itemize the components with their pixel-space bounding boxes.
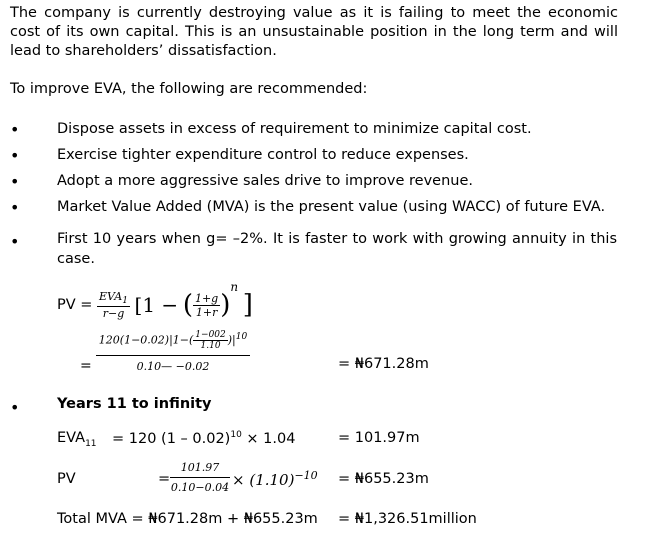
bracket-close: ] xyxy=(242,290,253,320)
recommend-heading: To improve EVA, the following are recommended: xyxy=(10,81,368,97)
calc1-numerator-end: )| xyxy=(227,333,236,347)
eva11-label-text: EVA xyxy=(57,430,86,446)
pv2-equals: = xyxy=(158,471,171,487)
pv2-discount xyxy=(232,469,318,489)
bracket-open: [1 − xyxy=(134,293,179,317)
pv2-denominator: 0.10−0.04 xyxy=(170,481,230,494)
eva11-expr-b: × 1.04 xyxy=(241,430,296,447)
pv2-label: PV xyxy=(57,471,76,487)
eva11-result: = 101.97m xyxy=(338,430,420,446)
calc1-result: = ₦671.28m xyxy=(338,356,429,372)
pv2-result: = ₦655.23m xyxy=(338,471,429,487)
eva-denominator: r−g xyxy=(102,307,125,321)
bullet-item-3: Adopt a more aggressive sales drive to improve revenue. xyxy=(57,173,473,189)
pv2-times: × (1.10) xyxy=(232,471,295,489)
pv2-exponent: −10 xyxy=(294,469,318,482)
intro-paragraph: The company is currently destroying value as it is failing to meet the economic cost of its own capital. This is an unsustainable position in the long term and will lead to shareholders’ dissatisfaction. xyxy=(10,5,618,59)
calc1-inner-numerator: 1−002 xyxy=(195,330,226,340)
pv2-numerator: 101.97 xyxy=(170,461,230,478)
calc1-exponent: 10 xyxy=(235,331,248,342)
calc1-denominator: 0.10— −0.02 xyxy=(136,360,210,373)
bullet-item-1: Dispose assets in excess of requirement to minimize capital cost. xyxy=(57,121,532,137)
bullet-dot: • xyxy=(10,120,20,139)
eva11-expr-a: = 120 (1 – 0.02) xyxy=(112,430,231,447)
pv-formula: PV = $\frac{EVA_1}{r-g}$ [1 − ( $\frac{1+g}{1+r}$ )$^n$ ] xyxy=(57,280,253,321)
bullet-item-4: Market Value Added (MVA) is the present value (using WACC) of future EVA. xyxy=(57,199,606,215)
eva11-expression xyxy=(112,430,295,447)
total-label: Total MVA = ₦671.28m + ₦655.23m xyxy=(57,511,318,527)
exponent-n: n xyxy=(230,280,239,294)
eva-fraction xyxy=(97,290,130,320)
years-heading: Years 11 to infinity xyxy=(57,396,212,412)
bullet-dot: • xyxy=(10,398,20,417)
bullet-dot: • xyxy=(10,146,20,165)
total-result: = ₦1,326.51million xyxy=(338,511,477,527)
calc1-fraction xyxy=(96,330,250,373)
calc1-inner-denominator: 1.10 xyxy=(200,341,221,351)
growth-numerator: 1+g xyxy=(194,291,219,305)
growth-fraction xyxy=(193,292,220,319)
eva11-label xyxy=(57,430,97,449)
eva-subscript: 1 xyxy=(122,296,128,307)
calc1-numerator: 120(1−0.02)|1−( xyxy=(98,333,194,347)
bullet-dot: • xyxy=(10,198,20,217)
bullet-item-5: First 10 years when g= –2%. It is faster to work with growing annuity in this case. xyxy=(57,231,617,267)
pv-label: PV = xyxy=(57,297,93,313)
bullet-dot: • xyxy=(10,232,20,251)
eva11-subscript: 11 xyxy=(85,438,97,449)
eva-numerator: EVA xyxy=(99,289,123,303)
calc1-inner-fraction xyxy=(193,330,227,351)
bullet-dot: • xyxy=(10,172,20,191)
pv2-fraction xyxy=(170,461,230,494)
bullet-item-2: Exercise tighter expenditure control to reduce expenses. xyxy=(57,147,469,163)
eva11-exponent: 10 xyxy=(230,430,242,440)
growth-denominator: 1+r xyxy=(195,305,218,319)
calc1-equals: = xyxy=(80,358,92,374)
